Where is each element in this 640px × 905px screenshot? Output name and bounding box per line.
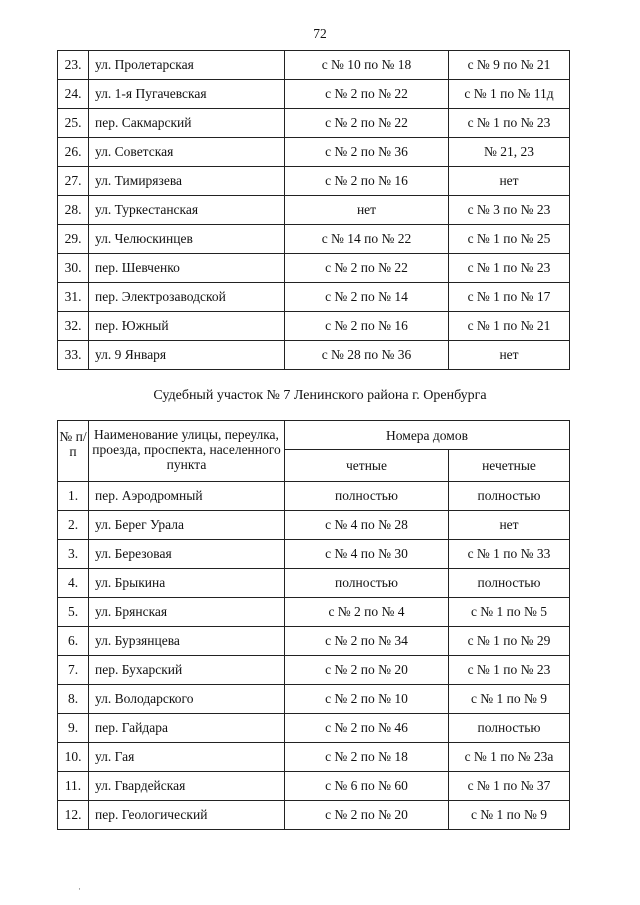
odd-house-numbers: с № 1 по № 5 [449,598,570,627]
even-house-numbers: с № 2 по № 22 [285,254,449,283]
header-row-number: № п/п [58,421,89,482]
street-name: ул. Бурзянцева [89,627,285,656]
street-name: пер. Сакмарский [89,109,285,138]
street-name: ул. Тимирязева [89,167,285,196]
odd-house-numbers: с № 1 по № 37 [449,772,570,801]
even-house-numbers: с № 2 по № 36 [285,138,449,167]
even-house-numbers: полностью [285,482,449,511]
row-number: 11. [58,772,89,801]
even-house-numbers: с № 2 по № 4 [285,598,449,627]
street-name: ул. 1-я Пугачевская [89,80,285,109]
section-title: Судебный участок № 7 Ленинского района г. Оренбурга [153,388,487,403]
odd-house-numbers: с № 1 по № 25 [449,225,570,254]
row-number: 25. [58,109,89,138]
streets-table-district-7-body [58,482,570,830]
table-row [58,569,570,598]
table-row [58,482,570,511]
odd-house-numbers: с № 1 по № 23 [449,109,570,138]
even-house-numbers: с № 4 по № 30 [285,540,449,569]
even-house-numbers: нет [285,196,449,225]
row-number: 31. [58,283,89,312]
row-number: 30. [58,254,89,283]
table-row [58,685,570,714]
street-name: пер. Гайдара [89,714,285,743]
even-house-numbers: с № 2 по № 16 [285,312,449,341]
table-row [58,167,570,196]
streets-table-continued [57,50,570,370]
even-house-numbers: с № 2 по № 18 [285,743,449,772]
even-house-numbers: с № 2 по № 46 [285,714,449,743]
odd-house-numbers: с № 1 по № 17 [449,283,570,312]
row-number: 8. [58,685,89,714]
odd-house-numbers: с № 1 по № 23 [449,254,570,283]
row-number: 26. [58,138,89,167]
even-house-numbers: с № 4 по № 28 [285,511,449,540]
odd-house-numbers: нет [449,511,570,540]
table-header [58,421,570,482]
streets-table-continued-body [58,51,570,370]
even-house-numbers: с № 28 по № 36 [285,341,449,370]
header-even: четные [285,450,449,482]
table-row [58,656,570,685]
streets-table-district-7 [57,420,570,830]
street-name: пер. Южный [89,312,285,341]
street-name: ул. Советская [89,138,285,167]
row-number: 24. [58,80,89,109]
odd-house-numbers: с № 1 по № 33 [449,540,570,569]
even-house-numbers: с № 2 по № 22 [285,80,449,109]
even-house-numbers: с № 2 по № 22 [285,109,449,138]
odd-house-numbers: нет [449,341,570,370]
page-number: 72 [313,26,327,41]
street-name: ул. Пролетарская [89,51,285,80]
even-house-numbers: с № 6 по № 60 [285,772,449,801]
row-number: 9. [58,714,89,743]
odd-house-numbers: с № 1 по № 9 [449,801,570,830]
odd-house-numbers: нет [449,167,570,196]
row-number: 4. [58,569,89,598]
row-number: 7. [58,656,89,685]
even-house-numbers: с № 2 по № 14 [285,283,449,312]
table-row [58,627,570,656]
even-house-numbers: с № 2 по № 16 [285,167,449,196]
table-row [58,714,570,743]
odd-house-numbers: полностью [449,569,570,598]
table-row [58,109,570,138]
row-number: 27. [58,167,89,196]
table-row [58,254,570,283]
street-name: ул. Челюскинцев [89,225,285,254]
row-number: 12. [58,801,89,830]
odd-house-numbers: с № 1 по № 23а [449,743,570,772]
table-row [58,196,570,225]
row-number: 2. [58,511,89,540]
table-row [58,540,570,569]
street-name: пер. Электрозаводской [89,283,285,312]
row-number: 23. [58,51,89,80]
odd-house-numbers: с № 3 по № 23 [449,196,570,225]
even-house-numbers: с № 2 по № 34 [285,627,449,656]
table-row [58,743,570,772]
odd-house-numbers: № 21, 23 [449,138,570,167]
street-name: ул. Берег Урала [89,511,285,540]
odd-house-numbers: полностью [449,482,570,511]
even-house-numbers: с № 2 по № 20 [285,656,449,685]
street-name: ул. Гая [89,743,285,772]
table-row [58,51,570,80]
table-row [58,801,570,830]
scan-artifact: · [78,884,81,894]
odd-house-numbers: с № 1 по № 9 [449,685,570,714]
even-house-numbers: полностью [285,569,449,598]
row-number: 1. [58,482,89,511]
street-name: ул. Туркестанская [89,196,285,225]
street-name: ул. Брянская [89,598,285,627]
even-house-numbers: с № 2 по № 20 [285,801,449,830]
odd-house-numbers: с № 1 по № 23 [449,656,570,685]
street-name: ул. Брыкина [89,569,285,598]
header-house-numbers: Номера домов [285,421,570,450]
street-name: ул. Гвардейская [89,772,285,801]
even-house-numbers: с № 10 по № 18 [285,51,449,80]
row-number: 28. [58,196,89,225]
street-name: пер. Бухарский [89,656,285,685]
street-name: пер. Шевченко [89,254,285,283]
row-number: 33. [58,341,89,370]
table-row [58,138,570,167]
row-number: 32. [58,312,89,341]
street-name: ул. Володарского [89,685,285,714]
odd-house-numbers: с № 1 по № 29 [449,627,570,656]
even-house-numbers: с № 14 по № 22 [285,225,449,254]
street-name: ул. Березовая [89,540,285,569]
row-number: 3. [58,540,89,569]
odd-house-numbers: с № 1 по № 21 [449,312,570,341]
row-number: 10. [58,743,89,772]
street-name: пер. Аэродромный [89,482,285,511]
row-number: 29. [58,225,89,254]
odd-house-numbers: полностью [449,714,570,743]
header-odd: нечетные [449,450,570,482]
even-house-numbers: с № 2 по № 10 [285,685,449,714]
table-row [58,80,570,109]
table-row [58,225,570,254]
street-name: ул. 9 Января [89,341,285,370]
table-row [58,772,570,801]
table-row [58,341,570,370]
table-row [58,312,570,341]
table-row [58,598,570,627]
header-street-name: Наименование улицы, переулка, проезда, проспекта, населенного пункта [89,421,285,482]
street-name: пер. Геологический [89,801,285,830]
table-row [58,283,570,312]
table-row [58,511,570,540]
row-number: 5. [58,598,89,627]
odd-house-numbers: с № 9 по № 21 [449,51,570,80]
odd-house-numbers: с № 1 по № 11д [449,80,570,109]
row-number: 6. [58,627,89,656]
